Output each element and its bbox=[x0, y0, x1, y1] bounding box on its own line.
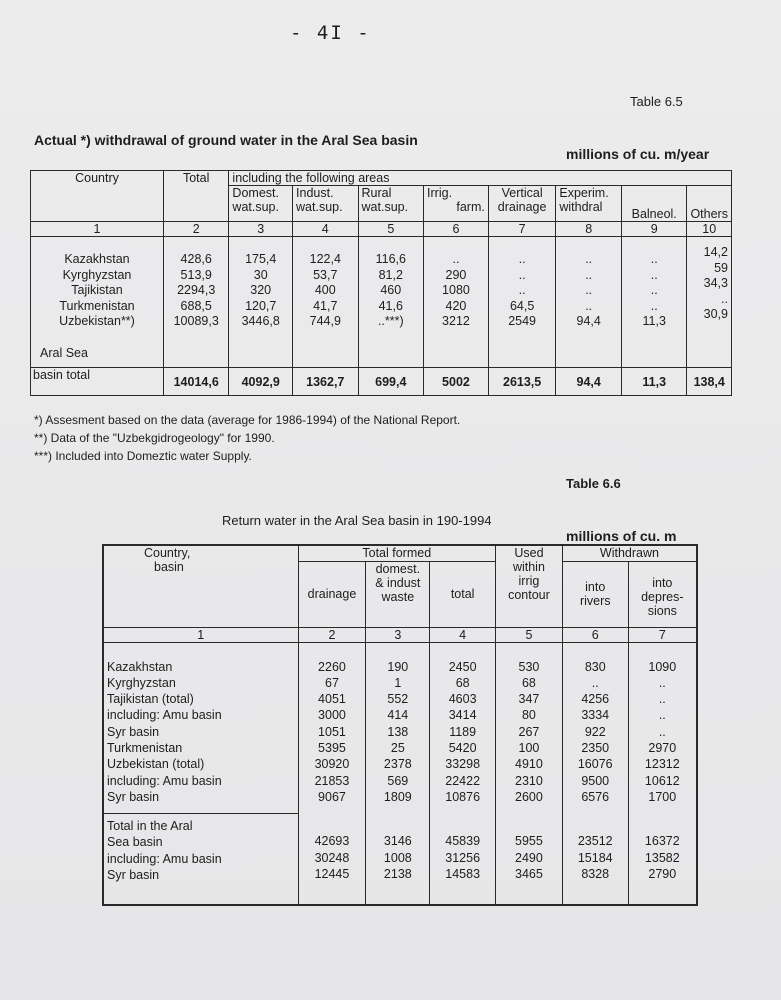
experim-column: .. .. .. .. 94,4 bbox=[556, 237, 622, 368]
header-domest-waste: domest. & indust waste bbox=[366, 561, 430, 627]
header-others: Others bbox=[687, 186, 732, 222]
table-6-5-units: millions of cu. m/year bbox=[566, 146, 710, 162]
domest-waste-column: 190 1 552 414 138 25 2378 569 1809 3146 1008 2138 bbox=[366, 642, 430, 905]
header-experim: Experim. withdral bbox=[556, 186, 622, 222]
table-6-6 bbox=[102, 544, 698, 906]
col-num: 4 bbox=[293, 222, 359, 237]
basin-name: Syr basin bbox=[107, 868, 160, 883]
table-6-5 bbox=[30, 170, 732, 396]
into-rivers-column: 830 .. 4256 3334 922 2350 16076 9500 6576 23512 15184 8328 bbox=[562, 642, 628, 905]
country-name: Tajikistan bbox=[71, 283, 123, 297]
col-num: 10 bbox=[687, 222, 732, 237]
total-value: 1362,7 bbox=[293, 368, 359, 396]
indust-column: 122,4 53,7 400 41,7 744,9 bbox=[293, 237, 359, 368]
basin-name: including: Amu basin bbox=[107, 851, 222, 866]
col-num: 1 bbox=[31, 222, 164, 237]
country-column bbox=[31, 237, 164, 368]
col-num: 4 bbox=[430, 627, 496, 642]
data-rows bbox=[103, 642, 697, 905]
country-name: Kyrghyzstan bbox=[62, 267, 132, 282]
header-including: including the following areas bbox=[229, 171, 732, 186]
table-6-6-title: Return water in the Aral Sea basin in 190-1994 bbox=[222, 513, 492, 528]
header-domest: Domest. wat.sup. bbox=[229, 186, 293, 222]
table-6-6-units: millions of cu. m bbox=[566, 528, 677, 544]
basin-name: Kyrghyzstan bbox=[107, 675, 176, 690]
basin-name: Sea basin bbox=[107, 835, 163, 850]
header-indust: Indust. wat.sup. bbox=[293, 186, 359, 222]
basin-name: Uzbekistan (total) bbox=[107, 757, 205, 772]
total-label: Aral Sea bbox=[40, 345, 88, 360]
header-vertical: Vertical drainage bbox=[488, 186, 556, 222]
header-withdrawn: Withdrawn bbox=[562, 545, 697, 561]
total-value: 699,4 bbox=[358, 368, 424, 396]
header-drainage: drainage bbox=[298, 561, 366, 627]
col-num: 2 bbox=[298, 627, 366, 642]
domest-column: 175,4 30 320 120,7 3446,8 bbox=[229, 237, 293, 368]
footnote-1: *) Assesment based on the data (average for 1986-1994) of the National Report. bbox=[34, 413, 461, 427]
country-name: Uzbekistan**) bbox=[59, 314, 135, 328]
total-label: basin total bbox=[31, 368, 164, 396]
header-into-depressions: into depres- sions bbox=[628, 561, 697, 627]
country-name: Turkmenistan bbox=[59, 298, 135, 313]
basin-name: Syr basin bbox=[107, 789, 160, 804]
footnote-2: **) Data of the "Uzbekgidrogeology" for 1990. bbox=[34, 431, 275, 445]
header-country-basin: Country, basin bbox=[103, 545, 298, 627]
col-num: 5 bbox=[496, 627, 563, 642]
col-num: 8 bbox=[556, 222, 622, 237]
total-column: 2450 68 4603 3414 1189 5420 33298 22422 10876 45839 31256 14583 bbox=[430, 642, 496, 905]
table-6-5-title: Actual *) withdrawal of ground water in the Aral Sea basin bbox=[34, 132, 418, 148]
total-column: 428,6 513,9 2294,3 688,5 10089,3 bbox=[163, 237, 228, 368]
table-6-5-label: Table 6.5 bbox=[630, 94, 683, 109]
col-num: 3 bbox=[229, 222, 293, 237]
into-depressions-column: 1090 .. .. .. .. 2970 12312 10612 1700 16372 13582 2790 bbox=[628, 642, 697, 905]
header-country: Country bbox=[31, 171, 164, 222]
col-num: 9 bbox=[621, 222, 686, 237]
col-num: 2 bbox=[163, 222, 228, 237]
balneol-column: .. .. .. .. 11,3 bbox=[621, 237, 686, 368]
total-value: 4092,9 bbox=[229, 368, 293, 396]
footnote-3: ***) Included into Domeztic water Supply. bbox=[34, 449, 252, 463]
basin-name: Kazakhstan bbox=[107, 659, 173, 674]
col-num: 1 bbox=[103, 627, 298, 642]
total-value: 11,3 bbox=[621, 368, 686, 396]
col-num: 3 bbox=[366, 627, 430, 642]
header-total-formed: Total formed bbox=[298, 545, 496, 561]
total-value: 14014,6 bbox=[163, 368, 228, 396]
basin-name: Tajikistan (total) bbox=[107, 692, 194, 707]
vertical-column: .. .. .. 64,5 2549 bbox=[488, 237, 556, 368]
used-column: 530 68 347 80 267 100 4910 2310 2600 5955 2490 3465 bbox=[496, 642, 563, 905]
basin-name: including: Amu basin bbox=[107, 708, 222, 723]
basin-column bbox=[103, 642, 298, 905]
basin-name: including: Amu basin bbox=[107, 773, 222, 788]
country-name: Kazakhstan bbox=[64, 252, 130, 266]
basin-name: Syr basin bbox=[107, 724, 160, 739]
header-balneol: Balneol. bbox=[621, 186, 686, 222]
header-used: Used within irrig contour bbox=[496, 545, 563, 627]
header-irrig: Irrig. farm. bbox=[424, 186, 489, 222]
others-column: 14,2 59 34,3 .. 30,9 bbox=[687, 237, 732, 368]
drainage-column: 2260 67 4051 3000 1051 5395 30920 21853 9067 42693 30248 12445 bbox=[298, 642, 366, 905]
basin-name: Turkmenistan bbox=[107, 740, 183, 755]
basin-name: Total in the Aral bbox=[107, 819, 193, 834]
total-value: 94,4 bbox=[556, 368, 622, 396]
col-num: 7 bbox=[628, 627, 697, 642]
column-number-row bbox=[103, 627, 697, 642]
header-into-rivers: into rivers bbox=[562, 561, 628, 627]
col-num: 7 bbox=[488, 222, 556, 237]
header-total: Total bbox=[163, 171, 228, 222]
data-rows bbox=[31, 237, 732, 368]
header-total: total bbox=[430, 561, 496, 627]
table-6-6-label: Table 6.6 bbox=[566, 476, 621, 491]
total-value: 5002 bbox=[424, 368, 489, 396]
irrig-column: .. 290 1080 420 3212 bbox=[424, 237, 489, 368]
page-number: - 4I - bbox=[290, 22, 371, 44]
rural-column: 116,6 81,2 460 41,6 ..***) bbox=[358, 237, 424, 368]
col-num: 6 bbox=[562, 627, 628, 642]
column-number-row bbox=[31, 222, 732, 237]
col-num: 6 bbox=[424, 222, 489, 237]
total-row bbox=[31, 368, 732, 396]
header-rural: Rural wat.sup. bbox=[358, 186, 424, 222]
total-value: 2613,5 bbox=[488, 368, 556, 396]
col-num: 5 bbox=[358, 222, 424, 237]
total-value: 138,4 bbox=[687, 368, 732, 396]
